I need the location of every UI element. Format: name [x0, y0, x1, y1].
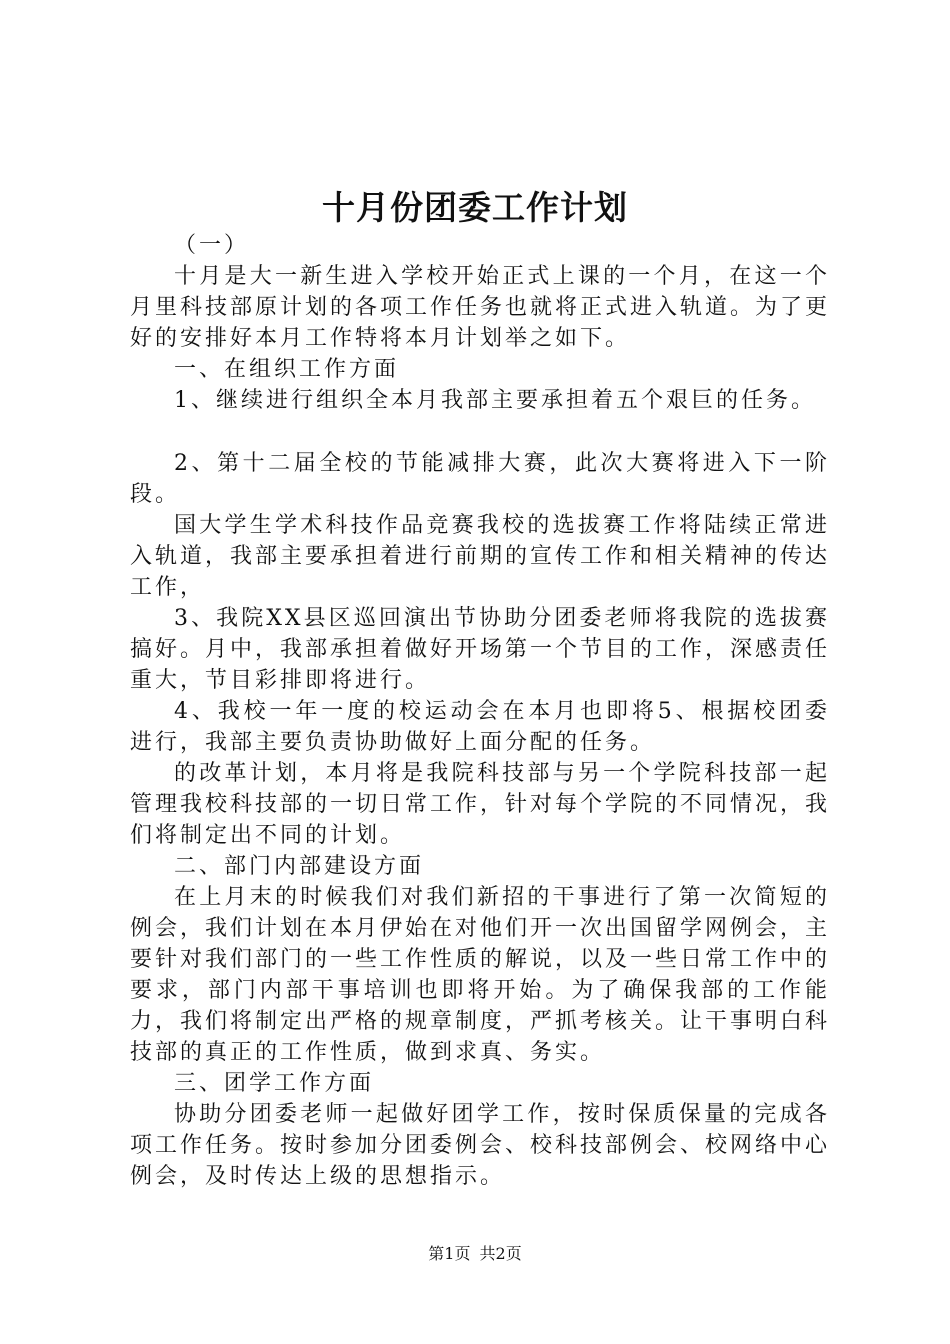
department-paragraph: 在上月末的时候我们对我们新招的干事进行了第一次简短的例会，我们计划在本月伊始在对他们开一次出国留学网例会，主要针对我们部门的一些工作性质的解说，以及一些日常工作中的要求，部门内部干事培训也即将开始。为了确保我部的工作能力，我们将制定出严格的规章制度，严抓考核关。让干事明白科技部的真正的工作性质，做到求真、务实。	[130, 885, 831, 1065]
page-footer	[0, 1242, 950, 1266]
item-1: 1、继续进行组织全本月我部主要承担着五个艰巨的任务。	[174, 388, 816, 413]
intro-paragraph: 十月是大一新生进入学校开始正式上课的一个月，在这一个月里科技部原计划的各项工作任务也就将正式进入轨道。为了更好的安排好本月工作特将本月计划举之如下。	[130, 264, 831, 351]
reform-paragraph: 的改革计划，本月将是我院科技部与另一个学院科技部一起管理我校科技部的一切日常工作，针对每个学院的不同情况，我们将制定出不同的计划。	[130, 761, 831, 848]
page-number: 第1页	[428, 1244, 471, 1263]
section-marker: （一）	[174, 233, 250, 258]
league-paragraph: 协助分团委老师一起做好团学工作，按时保质保量的完成各项工作任务。按时参加分团委例会、校科技部例会、校网络中心例会，及时传达上级的思想指示。	[130, 1102, 831, 1189]
item-4: 4、我校一年一度的校运动会在本月也即将5、根据校团委进行，我部主要负责协助做好上面分配的任务。	[130, 699, 830, 755]
document-body	[130, 230, 830, 1192]
section-heading-department: 二、部门内部建设方面	[174, 854, 425, 879]
item-2: 2、第十二届全校的节能减排大赛，此次大赛将进入下一阶段。	[130, 451, 830, 507]
page-total: 共2页	[479, 1244, 522, 1263]
section-heading-organization: 一、在组织工作方面	[174, 357, 400, 382]
section-heading-league: 三、团学工作方面	[174, 1071, 375, 1096]
document-title: 十月份团委工作计划	[322, 188, 628, 227]
competition-paragraph: 国大学生学术科技作品竞赛我校的选拔赛工作将陆续正常进入轨道，我部主要承担着进行前期的宣传工作和相关精神的传达工作，	[130, 513, 831, 600]
item-3: 3、我院XX县区巡回演出节协助分团委老师将我院的选拔赛搞好。月中，我部承担着做好开场第一个节目的工作，深感责任重大，节目彩排即将进行。	[130, 606, 831, 693]
